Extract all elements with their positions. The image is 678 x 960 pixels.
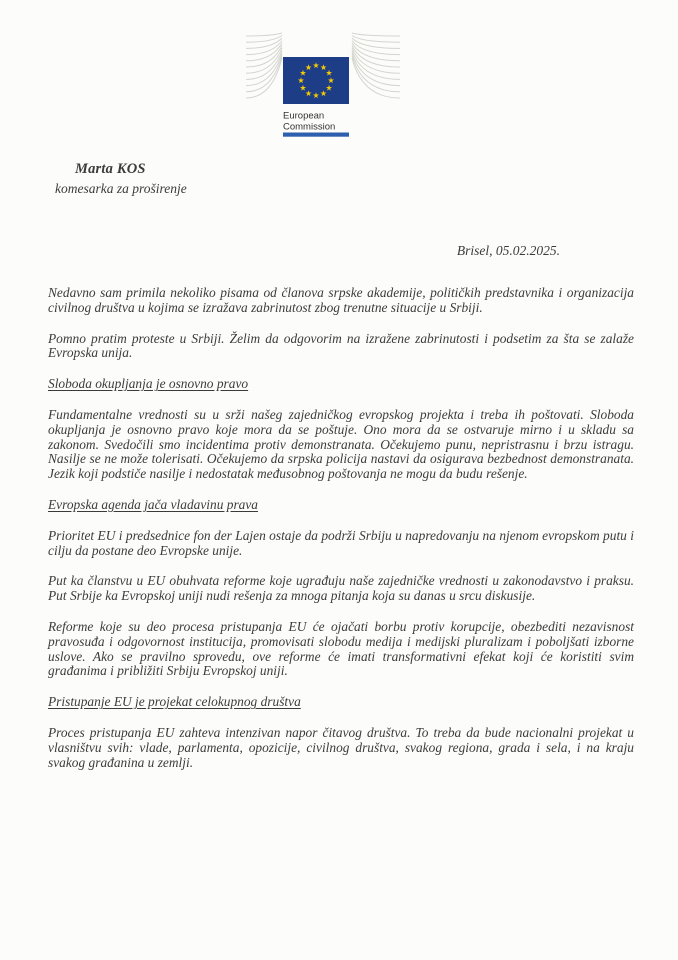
- european-commission-logo: [240, 30, 405, 138]
- building-lines-right-icon: [352, 33, 400, 98]
- sender-title: komesarka za proširenje: [55, 181, 187, 196]
- building-lines-left-icon: [246, 33, 282, 98]
- letter-paragraph: Put ka članstvu u EU obuhvata reforme koje ugrađuju naše zajedničke vrednosti u zakonodavstvo i praksu. Put Srbije ka Evropskoj uniji nudi rešenja za mnoga pitanja koja su danas u srcu diskusije.: [48, 573, 634, 604]
- sender-block: [55, 161, 187, 197]
- section-heading: Evropska agenda jača vladavinu prava: [48, 496, 258, 512]
- logo-wordmark-line2: Commission: [283, 121, 336, 133]
- sender-name: Marta KOS: [75, 161, 146, 177]
- letter-paragraph: Pomno pratim proteste u Srbiji. Želim da odgovorim na izražene zabrinutosti i podsetim za šta se zalaže Evropska unija.: [48, 330, 634, 361]
- dateline: Brisel, 05.02.2025.: [456, 243, 560, 258]
- letter-paragraph: Proces pristupanja EU zahteva intenzivan napor čitavog društva. To treba da bude nacionalni projekat u vlasništvu svih: vlade, parlamenta, opozicije, civilnog društva, svakog regiona, grada i sela, i na kraju svakog građanina u zemlji.: [48, 724, 634, 770]
- letter-paragraph: Nedavno sam primila nekoliko pisama od članova srpske akademije, političkih predstavnika i organizacija civilnog društva u kojima se izražava zabrinutost zbog trenutne situacije u Srbiji.: [48, 285, 634, 315]
- section-heading: Pristupanje EU je projekat celokupnog društva: [48, 694, 301, 710]
- logo-underline-bar: [283, 133, 349, 137]
- letter-paragraph: Reforme koje su deo procesa pristupanja EU će ojačati borbu protiv korupcije, obezbediti nezavisnost pravosuđa i odgovornost institucija, promovisati slobodu medija i medijski pluralizam i poboljšati izborne uslove. Ako se pravilno sprovedu, ove reforme će imati transformativni efekat koji će koristiti svim građanima i približiti Srbiju Evropskoj uniji.: [48, 618, 634, 679]
- letter-paragraph: Fundamentalne vrednosti su u srži našeg zajedničkog evropskog projekta i treba ih poštovati. Sloboda okupljanja je osnovno pravo koje mora da se poštuje. Ono mora da se ostvaruje mirno i u skladu sa zakonom. Svedočili smo incidentima protiv demonstranata. Očekujemo punu, nepristrasnu i brzu istragu. Nasilje se ne može tolerisati. Očekujemo da srpska policija nastavi da osigurava bezbednost demonstranata. Jezik koji podstiče nasilje i nedostatak međusobnog poštovanja ne mogu da budu rešenje.: [48, 406, 634, 482]
- letter-paragraph: Prioritet EU i predsednice fon der Lajen ostaje da podrži Srbiju u napredovanju na njenom evropskom putu i cilju da postane deo Evropske unije.: [48, 527, 634, 558]
- logo-wordmark-line1: European: [283, 110, 325, 122]
- section-heading: Sloboda okupljanja je osnovno pravo: [48, 376, 249, 392]
- letter-body: [48, 243, 634, 786]
